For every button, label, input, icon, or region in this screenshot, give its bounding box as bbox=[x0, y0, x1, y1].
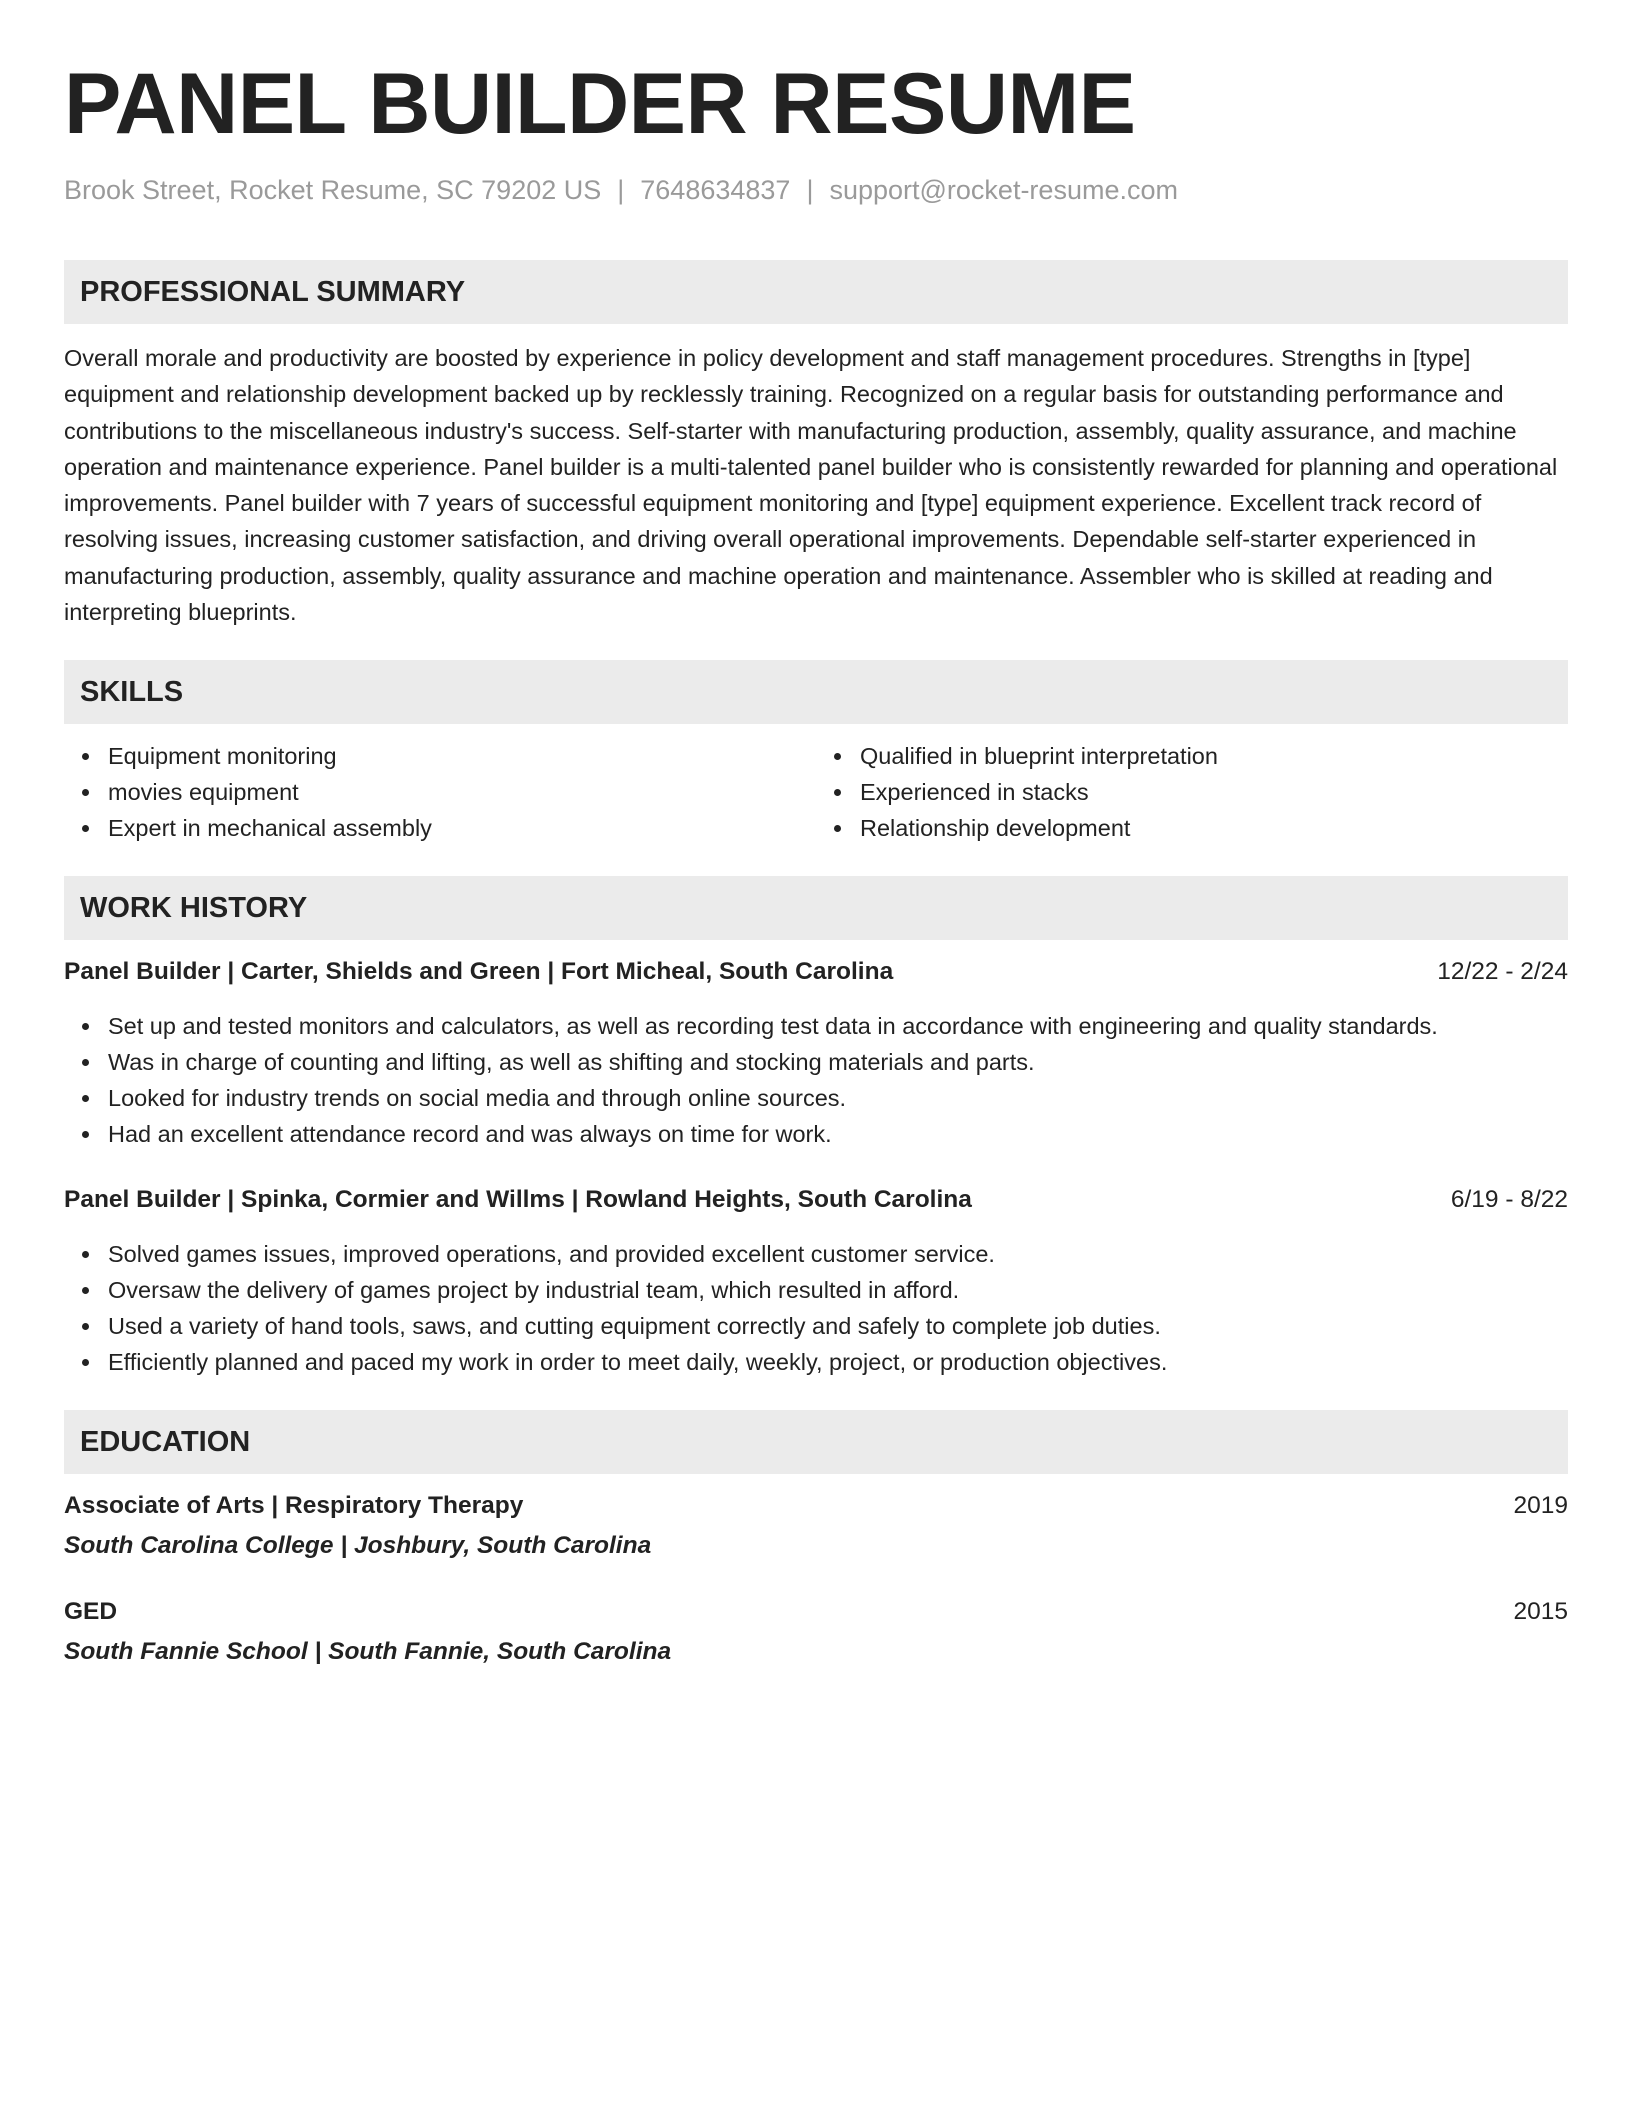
education-degree: Associate of Arts | Respiratory Therapy bbox=[64, 1492, 524, 1520]
resume-title: PANEL BUILDER RESUME bbox=[64, 56, 1136, 152]
summary-text: Overall morale and productivity are boosted by experience in policy development and staff management procedures. Strengths in [type] equipment and relationship development backed up by recklessly training. Recognized on a regular basis for outstanding performance and contributions to the miscellaneous industry's success. Self-starter with manufacturing production, assembly, quality assurance, and machine operation and maintenance experience. Panel builder is a multi-talented panel builder who is consistently rewarded for planning and operational improvements. Panel builder with 7 years of successful equipment monitoring and [type] equipment experience. Excellent track record of resolving issues, increasing customer satisfaction, and driving overall operational improvements. Dependable self-starter experienced in manufacturing production, assembly, quality assurance and machine operation and maintenance. Assembler who is skilled at reading and interpreting blueprints. bbox=[64, 345, 1558, 626]
section-header-skills: SKILLS bbox=[64, 660, 1568, 724]
job-duty: Set up and tested monitors and calculators, as well as recording test data in accordance with engineering and quality standards. bbox=[108, 1008, 1568, 1044]
skills-column-right bbox=[816, 738, 1568, 846]
education-entry bbox=[64, 1594, 1568, 1670]
job-duty: Looked for industry trends on social media and through online sources. bbox=[108, 1080, 1568, 1116]
contact-email: support@rocket-resume.com bbox=[829, 175, 1178, 205]
job-dates: 12/22 - 2/24 bbox=[1437, 958, 1568, 986]
job-duty: Used a variety of hand tools, saws, and cutting equipment correctly and safely to complete job duties. bbox=[108, 1308, 1568, 1344]
education-year: 2019 bbox=[1513, 1492, 1568, 1520]
skill-item: Experienced in stacks bbox=[860, 774, 1568, 810]
job-entry bbox=[64, 1182, 1568, 1380]
job-duty: Efficiently planned and paced my work in order to meet daily, weekly, project, or production objectives. bbox=[108, 1344, 1568, 1380]
section-header-education: EDUCATION bbox=[64, 1410, 1568, 1474]
contact-address: Brook Street, Rocket Resume, SC 79202 US bbox=[64, 175, 602, 205]
skill-item: Relationship development bbox=[860, 810, 1568, 846]
job-duties bbox=[64, 1008, 1568, 1152]
job-title: Panel Builder | Carter, Shields and Green | Fort Micheal, South Carolina bbox=[64, 958, 894, 986]
skills-column-left bbox=[64, 738, 816, 846]
contact-phone: 7648634837 bbox=[640, 175, 791, 205]
contact-separator: | bbox=[806, 175, 814, 205]
education-entry bbox=[64, 1488, 1568, 1564]
skill-item: Expert in mechanical assembly bbox=[108, 810, 816, 846]
job-duty: Was in charge of counting and lifting, as well as shifting and stocking materials and parts. bbox=[108, 1044, 1568, 1080]
skills-list bbox=[64, 738, 1568, 846]
section-header-summary: PROFESSIONAL SUMMARY bbox=[64, 260, 1568, 324]
section-header-work-history: WORK HISTORY bbox=[64, 876, 1568, 940]
skill-item: movies equipment bbox=[108, 774, 816, 810]
contact-separator: | bbox=[617, 175, 625, 205]
job-dates: 6/19 - 8/22 bbox=[1450, 1186, 1568, 1214]
job-duties bbox=[64, 1236, 1568, 1380]
job-entry bbox=[64, 954, 1568, 1152]
job-title: Panel Builder | Spinka, Cormier and Willms | Rowland Heights, South Carolina bbox=[64, 1186, 972, 1214]
job-duty: Had an excellent attendance record and was always on time for work. bbox=[108, 1116, 1568, 1152]
education-degree: GED bbox=[64, 1598, 118, 1626]
education-year: 2015 bbox=[1513, 1598, 1568, 1626]
education-school: South Carolina College | Joshbury, South Carolina bbox=[64, 1532, 652, 1560]
job-duty: Solved games issues, improved operations, and provided excellent customer service. bbox=[108, 1236, 1568, 1272]
education-school: South Fannie School | South Fannie, South Carolina bbox=[64, 1638, 672, 1666]
skill-item: Equipment monitoring bbox=[108, 738, 816, 774]
skill-item: Qualified in blueprint interpretation bbox=[860, 738, 1568, 774]
contact-line bbox=[64, 172, 1568, 208]
job-duty: Oversaw the delivery of games project by industrial team, which resulted in afford. bbox=[108, 1272, 1568, 1308]
